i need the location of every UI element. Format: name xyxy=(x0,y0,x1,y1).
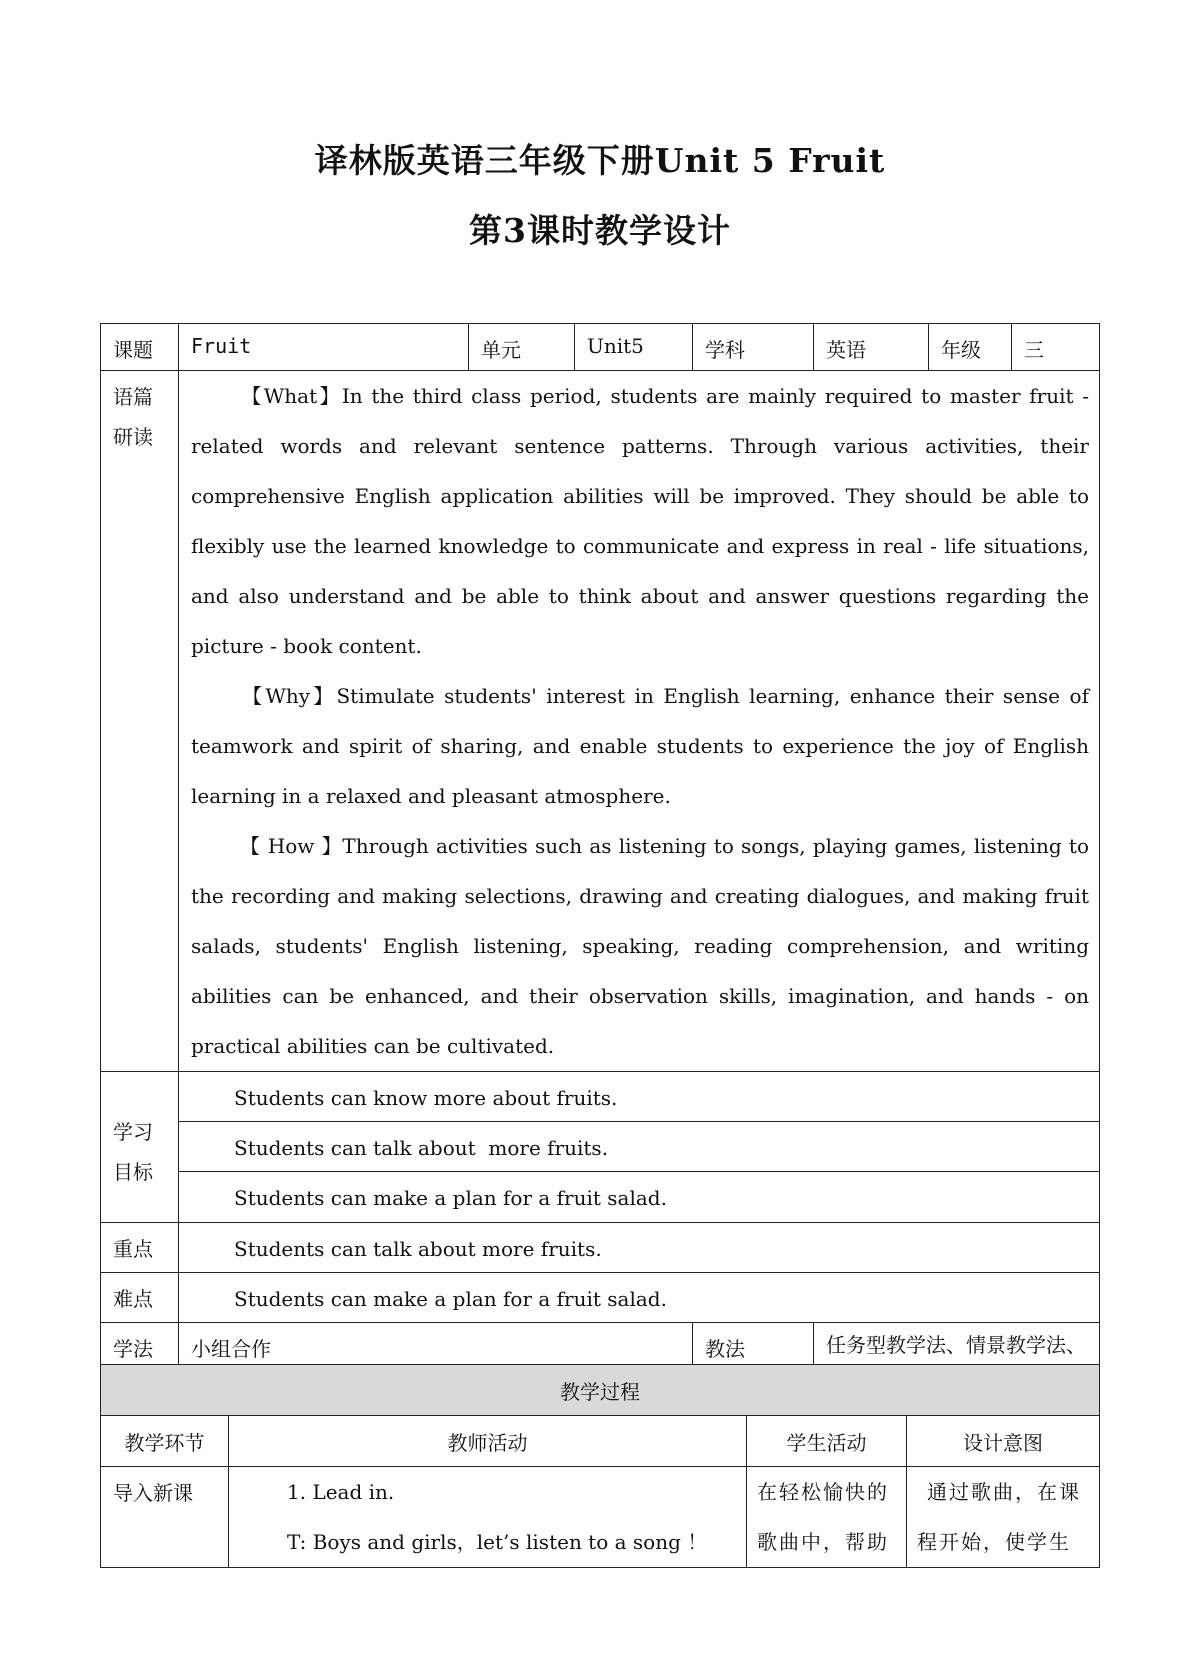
key-point-label: 重点 xyxy=(101,1223,179,1273)
what-paragraph: 【What】In the third class period, students are mainly required to master fruit - related words and relevant sentence patterns. Through various activities, their comprehensive English application abilities will be improved. They should be able to flexibly use the learned knowledge to communicate and express in real - life situations, and also understand and be able to think about and answer questions regarding the picture - book content. xyxy=(191,384,1089,658)
how-paragraph: 【 How 】Through activities such as listening to songs, playing games, listening to the recording and making selections, drawing and creating dialogues, and making fruit salads, students' English listening, speaking, reading comprehension, and writing abilities can be enhanced, and their observation skills, imagination, and hands - on practical abilities can be cultivated. xyxy=(191,834,1089,1058)
unit-value: Unit5 xyxy=(575,324,693,371)
objective-item: Students can make a plan for a fruit salad. xyxy=(234,1186,667,1210)
process-header: 教学过程 xyxy=(101,1365,1100,1416)
column-header: 设计意图 xyxy=(907,1416,1100,1467)
column-header: 教学环节 xyxy=(101,1416,229,1467)
objectives-label: 学习目标 xyxy=(101,1072,179,1223)
column-header: 教师活动 xyxy=(229,1416,747,1467)
grade-value: 三 xyxy=(1012,324,1100,371)
learn-method-label: 学法 xyxy=(101,1323,179,1406)
difficulty-label: 难点 xyxy=(101,1273,179,1323)
teacher-activity-cell xyxy=(229,1467,747,1568)
teacher-line: T: Boys and girls，let’s listen to a song ！ xyxy=(287,1530,708,1554)
key-point-text: Students can talk about more fruits. xyxy=(179,1223,1100,1273)
analysis-content xyxy=(179,371,1100,1072)
lesson-info-table xyxy=(100,323,1100,1406)
objective-item: Students can talk about more fruits. xyxy=(179,1122,1099,1172)
subject-value: 英语 xyxy=(814,324,929,371)
teach-method-value: 任务型教学法、情景教学法、 xyxy=(814,1323,1100,1406)
why-paragraph: 【Why】Stimulate students' interest in English learning, enhance their sense of teamwork and spirit of sharing, and enable students to experience the joy of English learning in a relaxed and pleasant atmosphere. xyxy=(191,684,1089,808)
objectives-list xyxy=(179,1072,1100,1223)
document-title: 译林版英语三年级下册Unit 5 Fruit xyxy=(314,141,886,180)
topic-label: 课题 xyxy=(101,324,179,371)
student-activity-cell: 在轻松愉快的歌曲中，帮助 xyxy=(747,1467,907,1568)
document-subtitle: 第3课时教学设计 xyxy=(469,211,731,250)
topic-value: Fruit xyxy=(179,324,469,371)
difficulty-text: Students can make a plan for a fruit salad. xyxy=(179,1273,1100,1323)
teaching-process-table xyxy=(100,1364,1100,1568)
teacher-line: 1. Lead in. xyxy=(287,1480,395,1504)
analysis-label: 语篇研读 xyxy=(101,371,179,1072)
subject-label: 学科 xyxy=(693,324,814,371)
teach-method-label: 教法 xyxy=(693,1323,814,1406)
learn-method-value: 小组合作 xyxy=(179,1323,693,1406)
column-header: 学生活动 xyxy=(747,1416,907,1467)
unit-label: 单元 xyxy=(469,324,575,371)
grade-label: 年级 xyxy=(929,324,1012,371)
objective-item: Students can know more about fruits. xyxy=(179,1072,1099,1122)
stage-cell: 导入新课 xyxy=(101,1467,229,1568)
design-intent-cell: 通过歌曲，在课程开始，使学生 xyxy=(907,1467,1100,1568)
